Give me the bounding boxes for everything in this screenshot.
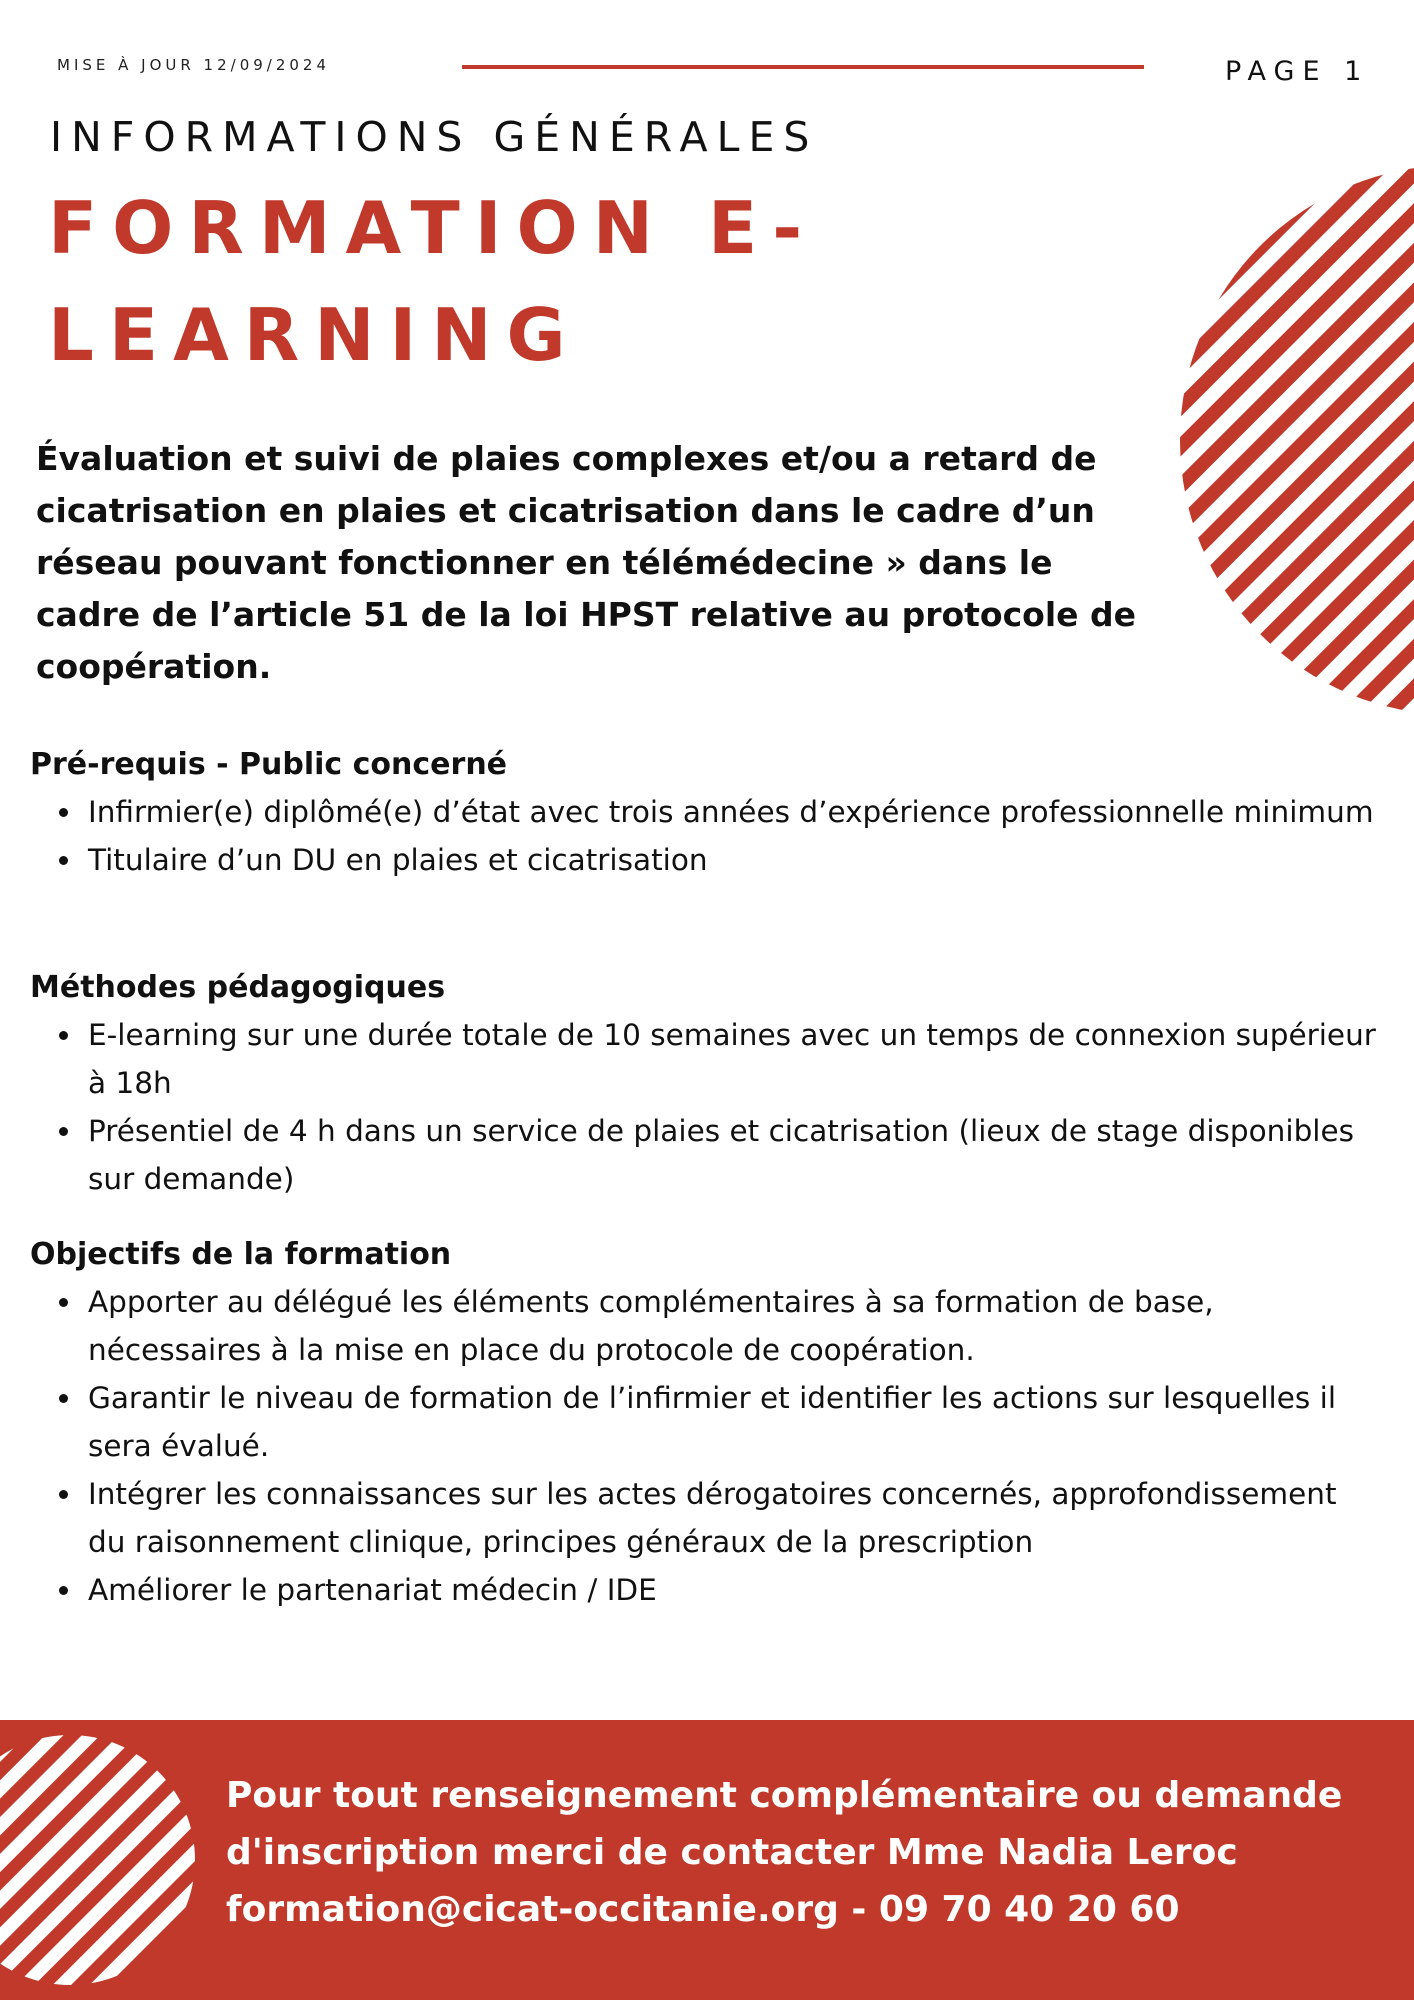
section-heading: Objectifs de la formation [30, 1237, 452, 1272]
eyebrow-title: INFORMATIONS GÉNÉRALES [50, 113, 819, 161]
section-teaching-methods [30, 965, 1380, 1203]
list-item: Garantir le niveau de formation de l’infirmier et identifier les actions sur lesquelles il sera évalué. [30, 1374, 1380, 1470]
contact-line: Pour tout renseignement complémentaire ou demande [226, 1775, 1343, 1816]
section-heading: Pré-requis - Public concerné [30, 747, 508, 782]
list-item: Intégrer les connaissances sur les actes dérogatoires concernés, approfondissement du raisonnement clinique, principes généraux de la prescription [30, 1470, 1380, 1566]
bullet-list [30, 788, 1380, 884]
striped-circle-decoration [0, 1730, 200, 1990]
list-item: Améliorer le partenariat médecin / IDE [30, 1566, 1380, 1614]
intro-paragraph: Évaluation et suivi de plaies complexes et/ou a retard de cicatrisation en plaies et cicatrisation dans le cadre d’un réseau pouvant fonctionner en télémédecine » dans le cadre de l’article 51 de la loi HPST relative au protocole de coopération. [36, 439, 1137, 686]
list-item: Apporter au délégué les éléments complémentaires à sa formation de base, nécessaires à la mise en place du protocole de coopération. [30, 1278, 1380, 1374]
contact-footer [0, 1720, 1414, 2000]
contact-line: d'inscription merci de contacter Mme Nadia Leroc [226, 1832, 1238, 1873]
list-item: Infirmier(e) diplômé(e) d’état avec trois années d’expérience professionnelle minimum [30, 788, 1380, 836]
page-number: PAGE 1 [1225, 56, 1370, 87]
list-item: E-learning sur une durée totale de 10 semaines avec un temps de connexion supérieur à 18h [30, 1011, 1380, 1107]
contact-email-phone[interactable]: formation@cicat-occitanie.org - 09 70 40 20 60 [226, 1889, 1180, 1930]
header-rule [462, 65, 1144, 69]
list-item: Présentiel de 4 h dans un service de plaies et cicatrisation (lieux de stage disponibles sur demande) [30, 1107, 1380, 1203]
contact-text [226, 1767, 1406, 1938]
update-date: MISE À JOUR 12/09/2024 [57, 56, 331, 74]
bullet-list [30, 1011, 1380, 1203]
bullet-list [30, 1278, 1380, 1614]
striped-circle-decoration [1180, 160, 1414, 720]
section-objectives [30, 1232, 1380, 1614]
section-prerequisites [30, 742, 1380, 884]
section-heading: Méthodes pédagogiques [30, 970, 446, 1005]
list-item: Titulaire d’un DU en plaies et cicatrisation [30, 836, 1380, 884]
main-title: FORMATION E-LEARNING [48, 186, 818, 377]
